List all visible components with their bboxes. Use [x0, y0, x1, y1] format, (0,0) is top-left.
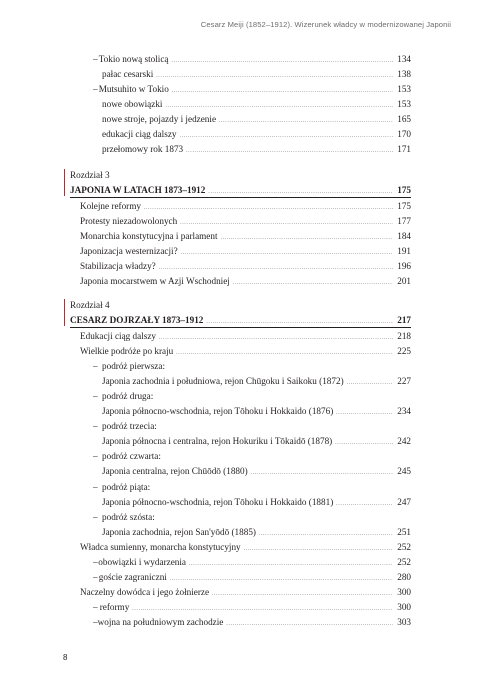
entry-title: podróż trzecia: — [102, 421, 157, 432]
entry-page-number: 242 — [397, 436, 411, 447]
entry-title: podróż pierwsza: — [102, 361, 166, 372]
toc-entry — [80, 274, 411, 288]
entry-dash: – — [93, 451, 98, 462]
chapter-marker-bar — [64, 169, 65, 196]
dot-leader — [186, 142, 393, 159]
entry-title: Japonia mocarstwem w Azji Wschodniej — [80, 276, 230, 287]
entry-title: Japonia zachodnia, rejon San'yōdō (1885) — [102, 526, 256, 537]
entry-page-number: 218 — [397, 331, 411, 341]
toc-entry — [102, 495, 411, 509]
entry-page-number: 303 — [397, 616, 411, 627]
entry-title: Edukacji ciąg dalszy — [80, 331, 157, 341]
entry-title: Stabilizacja władzy? — [80, 261, 156, 272]
dot-leader — [233, 274, 393, 291]
entry-dash: – — [93, 361, 98, 372]
entry-page-number: 251 — [397, 526, 411, 537]
toc-entry — [102, 525, 411, 539]
entry-page-number: 300 — [397, 601, 411, 612]
entry-title: Japonia zachodnia i południowa, rejon Chūgoku i Saikoku (1872) — [102, 376, 344, 387]
entry-title: CESARZ DOJRZAŁY 1873–1912 — [70, 315, 204, 325]
entry-page-number: 138 — [397, 69, 411, 80]
toc-entry — [102, 374, 411, 388]
toc-entry — [80, 540, 411, 554]
entry-title: Japonia centralna, rejon Chūōdō (1880) — [102, 466, 248, 477]
entry-title: JAPONIA W LATACH 1873–1912 — [70, 185, 206, 195]
entry-dash: – — [93, 616, 98, 627]
toc-entry — [93, 480, 411, 494]
entry-page-number: 280 — [397, 571, 411, 582]
entry-title: Kolejne reformy — [80, 201, 141, 211]
entry-page-number: 217 — [397, 315, 411, 325]
toc-entry — [80, 199, 411, 213]
toc-entry — [102, 434, 411, 448]
chapter-label: Rozdział 3 — [70, 170, 110, 180]
entry-page-number: 234 — [397, 406, 411, 417]
entry-title: pałac cesarski — [102, 69, 154, 80]
chapter-marker-bar — [64, 299, 65, 326]
entry-title: Protesty niezadowolonych — [80, 216, 178, 227]
toc-entry — [93, 510, 411, 524]
dot-leader — [226, 615, 393, 632]
entry-page-number: 247 — [397, 496, 411, 507]
entry-page-number: 153 — [397, 99, 411, 110]
entry-dash: – — [93, 421, 98, 432]
entry-page-number: 134 — [397, 54, 411, 64]
toc-entry — [93, 359, 411, 373]
chapter-title — [70, 313, 411, 327]
toc-entry — [80, 344, 411, 358]
entry-dash: – — [93, 54, 98, 64]
entry-title: podróż druga: — [102, 391, 154, 402]
entry-title: podróż piąta: — [102, 481, 151, 492]
entry-title: Japonizacja westernizacji? — [80, 246, 178, 257]
toc-entry — [102, 97, 411, 111]
entry-title: nowe stroje, pojazdy i jedzenie — [102, 114, 217, 125]
entry-page-number: 300 — [397, 586, 411, 597]
entry-title: Japonia północno-wschodnia, rejon Tōhoku i Hokkaido (1881) — [102, 496, 334, 507]
entry-page-number: 225 — [397, 346, 411, 357]
entry-page-number: 175 — [397, 185, 411, 195]
entry-title: nowe obowiązki — [102, 99, 163, 110]
entry-title: Japonia północno-wschodnia, rejon Tōhoku i Hokkaido (1876) — [102, 406, 334, 417]
toc-entry — [80, 585, 411, 599]
entry-title: wojna na południowym zachodzie — [97, 616, 224, 627]
entry-title: Japonia północna i centralna, rejon Hokuriku i Tōkaidō (1878) — [102, 436, 333, 447]
entry-title: reformy — [99, 601, 130, 612]
entry-page-number: 171 — [397, 144, 411, 155]
toc-entry — [102, 67, 411, 81]
entry-title: Władca sumienny, monarcha konstytucyjny — [80, 541, 241, 552]
toc-entry — [80, 329, 411, 343]
chapter-rule — [70, 197, 411, 198]
entry-dash: – — [93, 601, 98, 612]
entry-page-number: 227 — [397, 376, 411, 387]
toc-entry — [80, 259, 411, 273]
entry-title: edukacji ciąg dalszy — [102, 129, 177, 140]
toc-entry — [93, 615, 411, 629]
toc-entry — [93, 82, 411, 96]
toc-entry — [80, 229, 411, 243]
entry-title: goście zagraniczni — [98, 571, 167, 582]
toc-entry — [80, 214, 411, 228]
toc-entry — [102, 464, 411, 478]
entry-page-number: 177 — [397, 216, 411, 227]
toc-entry — [102, 404, 411, 418]
entry-title: Monarchia konstytucyjna i parlament — [80, 231, 218, 242]
entry-page-number: 252 — [397, 556, 411, 567]
entry-dash: – — [93, 556, 98, 567]
chapter-label: Rozdział 4 — [70, 300, 110, 310]
chapter-rule — [70, 327, 411, 328]
entry-dash: – — [93, 481, 98, 492]
entry-page-number: 184 — [397, 231, 411, 242]
toc-entry — [102, 112, 411, 126]
entry-title: przełomowy rok 1873 — [102, 144, 184, 155]
running-head: Cesarz Meiji (1852–1912). Wizerunek władcy w modernizowanej Japonii — [200, 20, 451, 29]
entry-dash: – — [93, 391, 98, 402]
toc-entry — [93, 52, 411, 66]
entry-page-number: 153 — [397, 84, 411, 95]
toc-entry — [80, 244, 411, 258]
entry-page-number: 252 — [397, 541, 411, 552]
entry-dash: – — [93, 571, 98, 582]
entry-page-number: 191 — [397, 246, 411, 257]
toc-entry — [93, 419, 411, 433]
entry-title: podróż szósta: — [102, 511, 155, 522]
toc-entry — [93, 555, 411, 569]
entry-dash: – — [93, 84, 98, 95]
toc-entry — [93, 389, 411, 403]
toc-entry — [93, 600, 411, 614]
entry-title: Wielkie podróże po kraju — [80, 346, 174, 357]
page-number: 8 — [63, 653, 68, 662]
entry-page-number: 245 — [397, 466, 411, 477]
entry-page-number: 201 — [397, 276, 411, 287]
entry-title: Tokio nową stolicą — [98, 54, 169, 64]
toc-entry — [102, 127, 411, 141]
entry-title: obowiązki i wydarzenia — [98, 556, 187, 567]
entry-page-number: 196 — [397, 261, 411, 272]
toc-entry — [93, 570, 411, 584]
toc-entry — [102, 142, 411, 156]
entry-page-number: 175 — [397, 201, 411, 211]
chapter-title — [70, 183, 411, 197]
entry-page-number: 165 — [397, 114, 411, 125]
entry-title: Mutsuhito w Tokio — [98, 84, 169, 95]
entry-page-number: 170 — [397, 129, 411, 140]
entry-title: Naczelny dowódca i jego żołnierze — [80, 586, 210, 597]
entry-dash: – — [93, 511, 98, 522]
entry-title: podróż czwarta: — [102, 451, 161, 462]
toc-entry — [93, 449, 411, 463]
